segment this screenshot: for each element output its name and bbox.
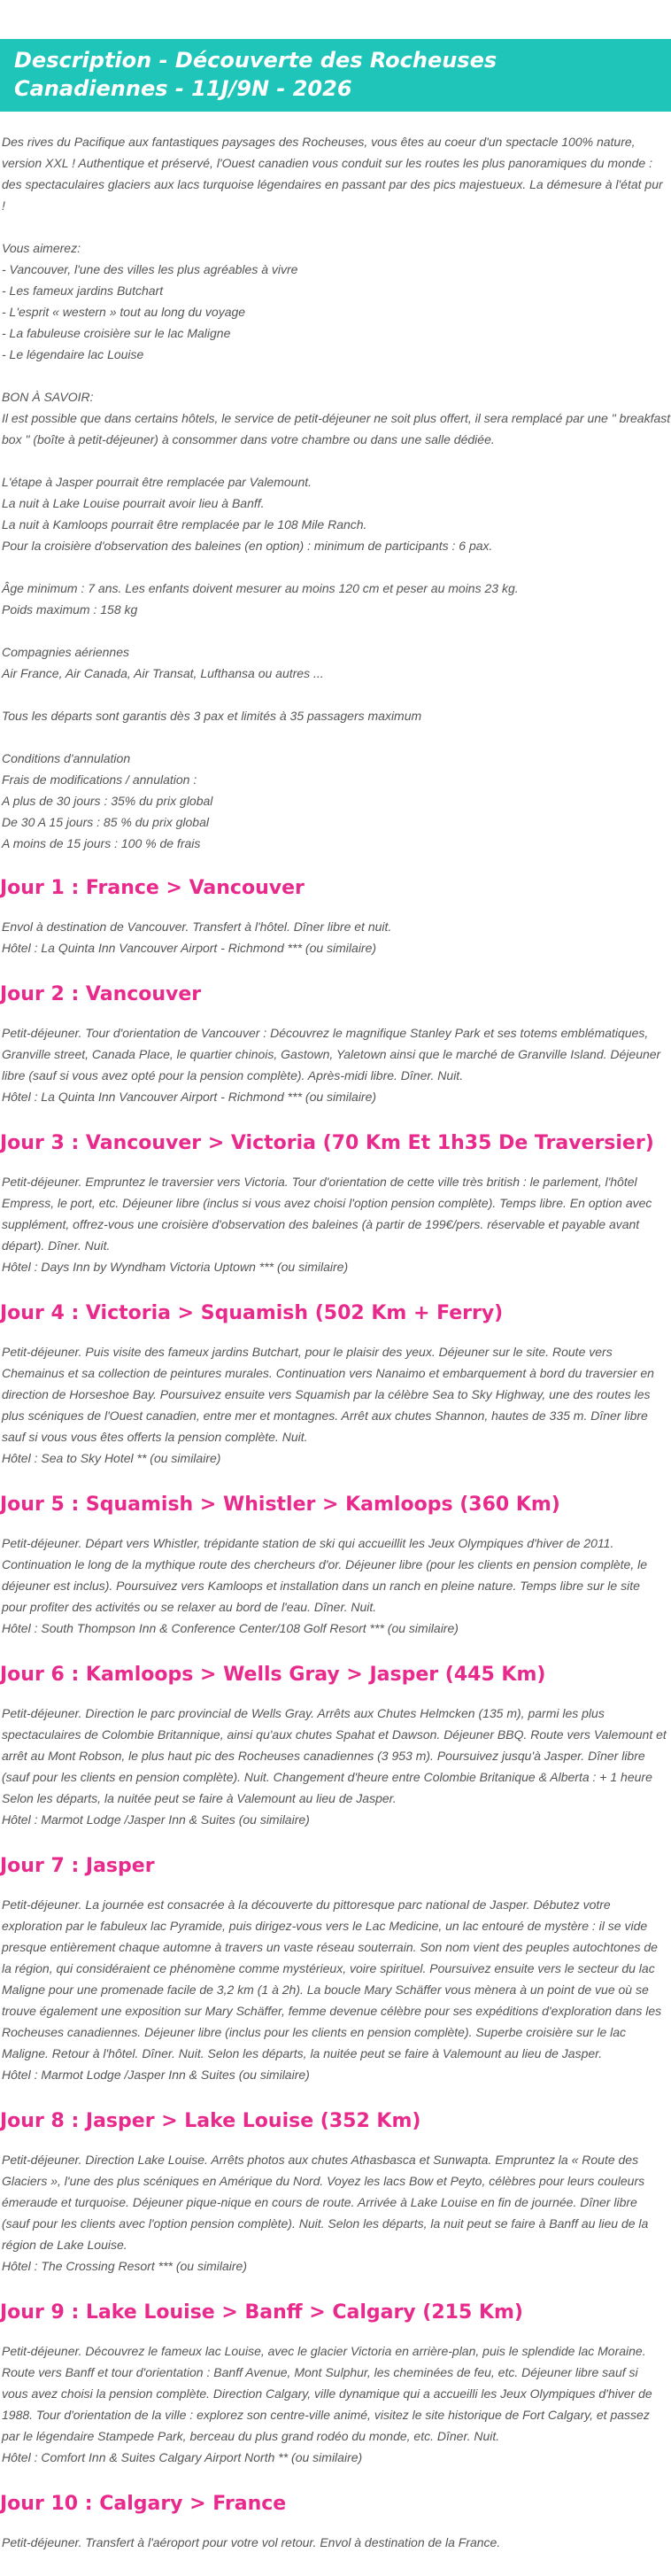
day-title: Jour 4 : Victoria > Squamish (502 Km + Ferry): [0, 1302, 504, 1324]
list-item: - Le légendaire lac Louise: [2, 347, 144, 361]
day-title: Jour 2 : Vancouver: [0, 983, 202, 1005]
day-description: Petit-déjeuner. Direction Lake Louise. Arrêts photos aux chutes Athasbasca et Sunwapta. Empruntez la « Route des Glaciers », l'une des plus scéniques en Amérique du Nord. Voyez les lacs Bow et Peyto, célèbres pour leurs couleurs émeraude et turquoise. Déjeuner pique-nique en cours de route. Arrivée à Lake Louise en fin de journée. Dîner libre (sauf pour les clients avec l'option pension complète). Nuit. Selon les départs, la nuit peut se faire à Banff au lieu de la région de Lake Louise.: [2, 2153, 649, 2252]
page-title: Description - Découverte des Rocheuses Canadiennes - 11J/9N - 2026: [0, 39, 671, 112]
day-title: Jour 1 : France > Vancouver: [0, 877, 305, 899]
day-title: Jour 6 : Kamloops > Wells Gray > Jasper (445 Km): [0, 1664, 546, 1686]
day-description: Petit-déjeuner. Tour d'orientation de Vancouver : Découvrez le magnifique Stanley Park et ses totems emblématiques, Granville street, Canada Place, le quartier chinois, Gastown, Yaletown ainsi que le marché de Granville Island. Déjeuner libre (sauf si vous avez opté pour la pension complète). Après-midi libre. Dîner. Nuit.: [2, 1026, 661, 1082]
annulation-line: Frais de modifications / annulation :: [2, 772, 197, 787]
day-section-8: [0, 2108, 671, 2277]
day-hotel: Hôtel : The Crossing Resort *** (ou similaire): [2, 2259, 247, 2273]
day-section-10: [0, 2491, 671, 2553]
day-section-3: [0, 1130, 671, 1277]
day-hotel: Hôtel : La Quinta Inn Vancouver Airport - Richmond *** (ou similaire): [2, 1090, 377, 1104]
intro-paragraph: Des rives du Pacifique aux fantastiques paysages des Rocheuses, vous êtes au coeur d'un spectacle 100% nature, version XXL ! Authentique et préservé, l'Ouest canadien vous conduit sur les routes les plus panoramiques du monde : des spectaculaires glaciers aux lacs turquoise légendaires en passant par des pics majestueux. La démesure à l'état pur !: [2, 135, 663, 213]
note-line: L'étape à Jasper pourrait être remplacée par Valemount.: [2, 475, 312, 489]
list-item: - La fabuleuse croisière sur le lac Maligne: [2, 326, 231, 340]
age-line: Âge minimum : 7 ans. Les enfants doivent mesurer au moins 120 cm et peser au moins 23 kg.: [2, 581, 519, 595]
age-requirements: [0, 578, 671, 620]
day-hotel: Hôtel : Days Inn by Wyndham Victoria Uptown *** (ou similaire): [2, 1260, 349, 1274]
day-hotel: Hôtel : La Quinta Inn Vancouver Airport - Richmond *** (ou similaire): [2, 941, 377, 955]
intro-section: [0, 131, 671, 854]
departs-line: Tous les départs sont garantis dès 3 pax et limités à 35 passagers maximum: [2, 709, 422, 723]
compagnies-aeriennes: [0, 641, 671, 684]
compagnies-heading: Compagnies aériennes: [2, 645, 129, 659]
day-hotel: Hôtel : Marmot Lodge /Jasper Inn & Suites (ou similaire): [2, 1812, 310, 1827]
vous-aimerez-heading: Vous aimerez:: [2, 241, 81, 255]
bon-a-savoir-heading: BON À SAVOIR:: [2, 390, 94, 404]
day-section-6: [0, 1662, 671, 1830]
day-title: Jour 10 : Calgary > France: [0, 2493, 287, 2515]
note-line: La nuit à Lake Louise pourrait avoir lieu à Banff.: [2, 496, 265, 510]
day-title: Jour 9 : Lake Louise > Banff > Calgary (215 Km): [0, 2301, 523, 2324]
day-description: Envol à destination de Vancouver. Transfert à l'hôtel. Dîner libre et nuit.: [2, 919, 392, 934]
note-line: Pour la croisière d'observation des baleines (en option) : minimum de participants : 6 pax.: [2, 539, 493, 553]
day-section-7: [0, 1853, 671, 2085]
day-section-9: [0, 2300, 671, 2468]
day-section-4: [0, 1300, 671, 1469]
day-title: Jour 7 : Jasper: [0, 1855, 155, 1877]
annulation-line: De 30 A 15 jours : 85 % du prix global: [2, 815, 209, 829]
day-title: Jour 5 : Squamish > Whistler > Kamloops (360 Km): [0, 1494, 560, 1516]
day-description: Petit-déjeuner. Puis visite des fameux jardins Butchart, pour le plaisir des yeux. Déjeuner sur le site. Route vers Chemainus et sa collection de peintures murales. Continuation vers Nanaimo et embarquement à bord du traversier en direction de Horseshoe Bay. Poursuivez ensuite vers Squamish par la célèbre Sea to Sky Highway, une des routes les plus scéniques de l'Ouest canadien, entre mer et montagnes. Arrêt aux chutes Shannon, hautes de 335 m. Dîner libre sauf si vous vous êtes offerts la pension complète. Nuit.: [2, 1345, 654, 1444]
list-item: - Les fameux jardins Butchart: [2, 283, 164, 298]
etapes-notes: [0, 471, 671, 556]
day-hotel: Hôtel : Marmot Lodge /Jasper Inn & Suites (ou similaire): [2, 2068, 310, 2082]
day-hotel: Hôtel : Sea to Sky Hotel ** (ou similaire): [2, 1451, 221, 1465]
day-hotel: Hôtel : South Thompson Inn & Conference Center/108 Golf Resort *** (ou similaire): [2, 1621, 459, 1635]
day-section-2: [0, 982, 671, 1107]
departs-info: [0, 705, 671, 726]
day-section-5: [0, 1492, 671, 1639]
list-item: - Vancouver, l'une des villes les plus agréables à vivre: [2, 262, 298, 276]
day-description: Petit-déjeuner. Départ vers Whistler, trépidante station de ski qui accueillit les Jeux Olympiques d'hiver de 2011. Continuation le long de la mythique route des chercheurs d'or. Déjeuner libre (pour les clients en pension complète, le déjeuner est inclus). Poursuivez vers Kamloops et installation dans un ranch en pleine nature. Temps libre sur le site pour profiter des activités ou se relaxer au bord de l'eau. Dîner. Nuit.: [2, 1536, 648, 1614]
day-description: Petit-déjeuner. Découvrez le fameux lac Louise, avec le glacier Victoria en arrière-plan, puis le splendide lac Moraine. Route vers Banff et tour d'orientation : Banff Avenue, Mont Sulphur, les cheminées de feu, etc. Déjeuner libre sauf si vous avez choisi la pension complète. Direction Calgary, ville dynamique qui a accueilli les Jeux Olympiques d'hiver de 1988. Tour d'orientation de la ville : explorez son centre-ville animé, visitez le site historique de Fort Calgary, et passez par le légendaire Stampede Park, berceau du plus grand rodéo du monde, etc. Dîner. Nuit.: [2, 2344, 652, 2443]
bon-a-savoir: [0, 386, 671, 450]
itinerary: [0, 875, 671, 2553]
day-description: Petit-déjeuner. Empruntez le traversier vers Victoria. Tour d'orientation de cette ville très british : le parlement, l'hôtel Empress, le port, etc. Déjeuner libre (inclus si vous avez choisi l'option pension complète). Temps libre. En option avec supplément, offrez-vous une croisière d'observation des baleines (à partir de 199€/pers. réservable et payable avant départ). Dîner. Nuit.: [2, 1175, 652, 1253]
day-section-1: [0, 875, 671, 958]
day-description: Petit-déjeuner. Direction le parc provincial de Wells Gray. Arrêts aux Chutes Helmcken (135 m), parmi les plus spectaculaires de Colombie Britannique, ainsi qu'aux chutes Spahat et Dawson. Déjeuner BBQ. Route vers Valemount et arrêt au Mont Robson, le plus haut pic des Rocheuses canadiennes (3 953 m). Poursuivez jusqu'à Jasper. Dîner libre (sauf pour les clients en pension complète). Nuit. Changement d'heure entre Colombie Britanique & Alberta : + 1 heure Selon les départs, la nuitée peut se faire à Valemount au lieu de Jasper.: [2, 1706, 667, 1805]
day-description: Petit-déjeuner. La journée est consacrée à la découverte du pittoresque parc national de Jasper. Débutez votre exploration par le fabuleux lac Pyramide, puis dirigez-vous vers le Lac Medicine, un lac entouré de mystère : il se vide presque entièrement chaque automne à travers un vaste réseau souterrain. Son nom vient des peuples autochtones de la région, qui considéraient ce phénomène comme mystérieux, voire spirituel. Poursuivez ensuite vers le secteur du lac Maligne pour une promenade facile de 3,2 km (1 à 2h). La boucle Mary Schäffer vous mènera à un point de vue où se trouve également une exposition sur Mary Schäffer, femme devenue célèbre pour ses expéditions d'exploration dans les Rocheuses canadiennes. Déjeuner libre (inclus pour les clients en pension complète). Superbe croisière sur le lac Maligne. Retour à l'hôtel. Dîner. Nuit. Selon les départs, la nuitée peut se faire à Valemount au lieu de Jasper.: [2, 1897, 662, 2060]
note-line: La nuit à Kamloops pourrait être remplacée par le 108 Mile Ranch.: [2, 517, 367, 531]
day-title: Jour 3 : Vancouver > Victoria (70 Km Et 1h35 De Traversier): [0, 1132, 654, 1154]
day-title: Jour 8 : Jasper > Lake Louise (352 Km): [0, 2110, 421, 2132]
weight-line: Poids maximum : 158 kg: [2, 602, 138, 617]
annulation-line: A plus de 30 jours : 35% du prix global: [2, 794, 213, 808]
conditions-annulation: [0, 748, 671, 854]
annulation-heading: Conditions d'annulation: [2, 751, 131, 765]
day-hotel: Hôtel : Comfort Inn & Suites Calgary Airport North ** (ou similaire): [2, 2450, 363, 2464]
annulation-line: A moins de 15 jours : 100 % de frais: [2, 836, 201, 850]
compagnies-list: Air France, Air Canada, Air Transat, Lufthansa ou autres ...: [2, 666, 324, 680]
list-item: - L'esprit « western » tout au long du voyage: [2, 305, 246, 319]
day-description: Petit-déjeuner. Transfert à l'aéroport pour votre vol retour. Envol à destination de la France.: [2, 2535, 501, 2549]
bon-a-savoir-text: Il est possible que dans certains hôtels, le service de petit-déjeuner ne soit plus offert, il sera remplacé par une " breakfast box " (boîte à petit-déjeuner) à consommer dans votre chambre ou dans une salle dédiée.: [2, 411, 671, 446]
vous-aimerez-list: [0, 237, 671, 365]
